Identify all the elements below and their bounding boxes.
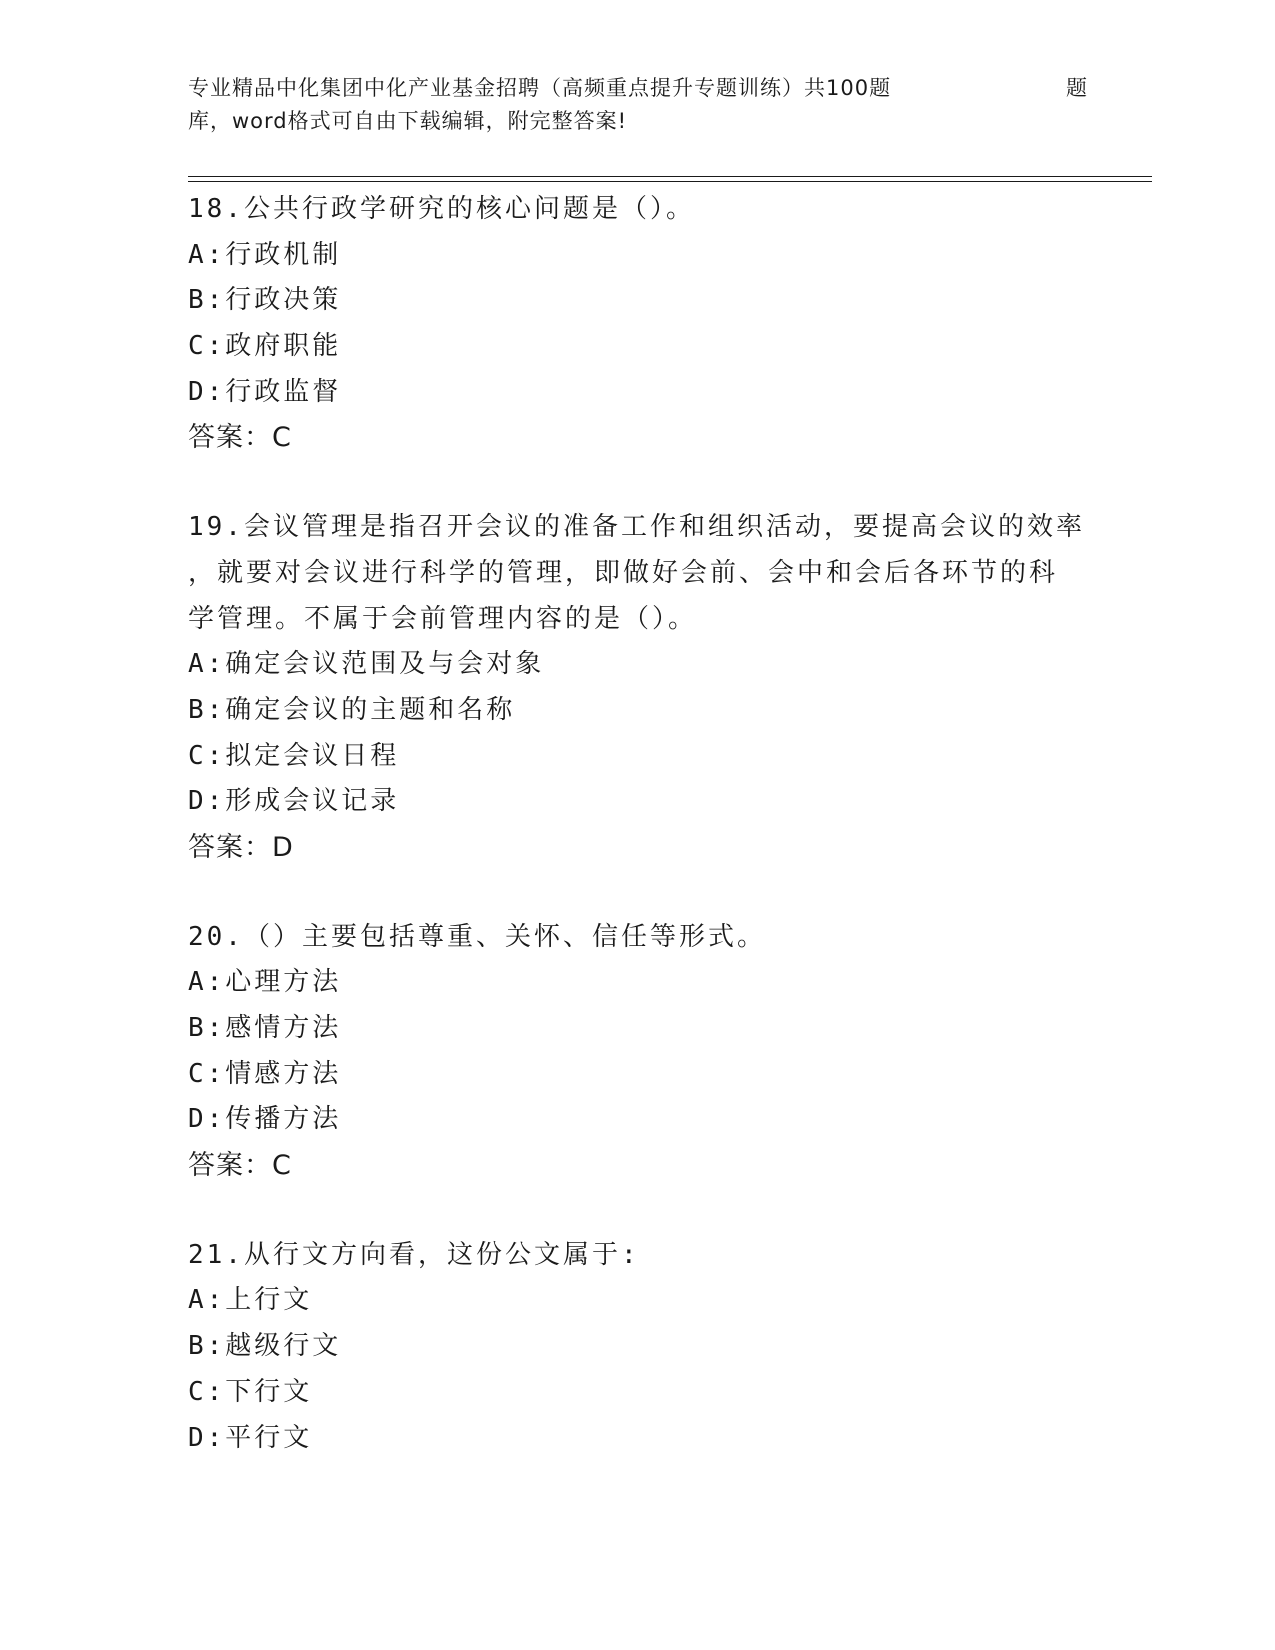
option-d: D:平行文 [188, 1422, 313, 1453]
question-stem: 21.从行文方向看，这份公文属于: [188, 1239, 640, 1270]
option-c: C:下行文 [188, 1376, 313, 1407]
option-b: B:感情方法 [188, 1013, 342, 1043]
header-line-2 [188, 105, 1088, 138]
header-line-1 [188, 72, 1088, 105]
question-stem-cont: ，就要对会议进行科学的管理，即做好会前、会中和会后各环节的科 [188, 557, 1059, 588]
option-b: B:行政决策 [188, 285, 342, 316]
question-20 [188, 915, 1088, 1189]
header-subtitle: 库，word格式可自由下载编辑，附完整答案! [188, 109, 628, 133]
question-21 [188, 1233, 1088, 1461]
option-a: A:心理方法 [188, 967, 342, 998]
option-a: A:行政机制 [188, 239, 342, 270]
option-c: C:情感方法 [188, 1058, 342, 1089]
option-c: C:政府职能 [188, 331, 342, 362]
document-header [188, 72, 1088, 138]
answer-label: 答案：C [188, 1150, 292, 1182]
question-stem: 18.公共行政学研究的核心问题是（）。 [188, 194, 695, 224]
option-a: A:上行文 [188, 1285, 313, 1316]
question-18 [188, 187, 1088, 461]
option-d: D:行政监督 [188, 376, 342, 407]
header-title: 专业精品中化集团中化产业基金招聘（高频重点提升专题训练）共100题 [188, 76, 892, 100]
option-b: B:确定会议的主题和名称 [188, 694, 516, 725]
question-stem-cont: 学管理。不属于会前管理内容的是（）。 [188, 603, 698, 634]
question-list [188, 187, 1088, 1505]
question-19 [188, 505, 1088, 871]
header-divider-bottom [188, 181, 1152, 182]
header-title-tail: 题 [1066, 76, 1088, 100]
option-a: A:确定会议范围及与会对象 [188, 649, 545, 680]
option-c: C:拟定会议日程 [188, 740, 400, 771]
answer-label: 答案：C [188, 422, 292, 454]
option-d: D:传播方法 [188, 1104, 342, 1135]
answer-label: 答案：D [188, 831, 294, 863]
question-stem: 19.会议管理是指召开会议的准备工作和组织活动，要提高会议的效率 [188, 512, 1085, 543]
question-stem: 20.（）主要包括尊重、关怀、信任等形式。 [188, 921, 766, 952]
option-d: D:形成会议记录 [188, 786, 400, 817]
header-divider-top [188, 176, 1152, 177]
option-b: B:越级行文 [188, 1331, 342, 1362]
